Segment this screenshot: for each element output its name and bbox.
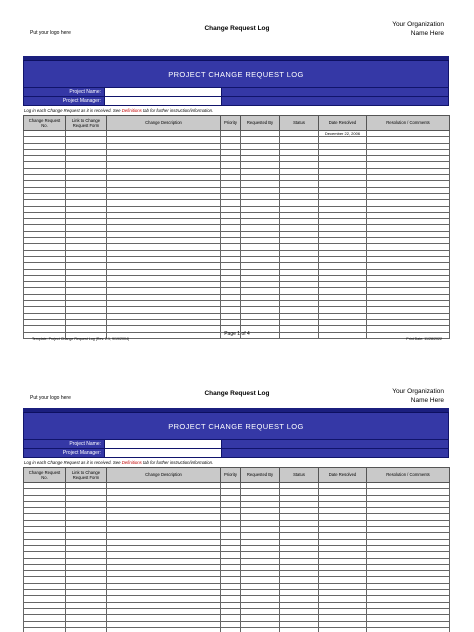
col-header-link: Link to Change Request Form <box>66 468 107 483</box>
sheet-banner: PROJECT CHANGE REQUEST LOG <box>23 413 449 440</box>
table-cell[interactable] <box>319 627 367 632</box>
organization-line-1: Your Organization <box>392 21 444 28</box>
definitions-link[interactable]: Definitions <box>121 460 142 465</box>
project-manager-field[interactable] <box>104 449 222 457</box>
definitions-link[interactable]: Definitions <box>121 108 142 113</box>
table-cell[interactable] <box>107 627 221 632</box>
project-name-field[interactable] <box>104 88 222 96</box>
change-log-table <box>23 467 450 632</box>
col-header-description: Change Description <box>107 116 221 131</box>
organization-line-2: Name Here <box>410 396 444 404</box>
log-instructions: Log in each Change Request as it is received. See Definitions tab for further instruction/information. <box>24 108 214 113</box>
logo-placeholder: Put your logo here <box>30 395 71 401</box>
table-header-row <box>24 116 450 131</box>
col-header-link: Link to Change Request Form <box>66 116 107 131</box>
col-header-resolution: Resolution / Comments <box>367 468 450 483</box>
col-header-resolution: Resolution / Comments <box>367 116 450 131</box>
change-request-sheet <box>23 56 449 339</box>
table-row <box>24 627 450 632</box>
col-header-requested-by: Requested By <box>241 468 280 483</box>
organization-name <box>392 21 444 39</box>
col-header-request-no: Change Request No. <box>24 116 66 131</box>
log-instructions: Log in each Change Request as it is received. See Definitions tab for further instruction/information. <box>24 460 214 465</box>
project-name-label: Project Name: <box>69 441 101 447</box>
table-cell[interactable] <box>367 627 450 632</box>
organization-line-1: Your Organization <box>392 388 444 395</box>
col-header-date-resolved: Date Resolved <box>319 116 367 131</box>
project-manager-field[interactable] <box>104 97 222 105</box>
table-cell[interactable] <box>241 627 280 632</box>
table-cell[interactable] <box>221 627 241 632</box>
table-cell[interactable] <box>280 627 319 632</box>
col-header-status: Status <box>280 116 319 131</box>
col-header-requested-by: Requested By <box>241 116 280 131</box>
project-name-field[interactable] <box>104 440 222 448</box>
logo-placeholder: Put your logo here <box>30 30 71 36</box>
col-header-date-resolved: Date Resolved <box>319 468 367 483</box>
organization-line-2: Name Here <box>410 29 444 37</box>
project-manager-label: Project Manager: <box>62 98 101 104</box>
col-header-request-no: Change Request No. <box>24 468 66 483</box>
document-page-2 <box>0 378 474 632</box>
col-header-status: Status <box>280 468 319 483</box>
project-name-row <box>23 440 449 449</box>
project-manager-row <box>23 449 449 458</box>
page-number: Page 1 of 4 <box>224 331 250 337</box>
col-header-priority: Priority <box>221 468 241 483</box>
sheet-banner: PROJECT CHANGE REQUEST LOG <box>23 61 449 88</box>
table-header-row <box>24 468 450 483</box>
change-request-sheet <box>23 408 449 632</box>
document-title: Change Request Log <box>204 390 270 397</box>
template-info: Template: Project Change Request Log (Rev. 2.1, 9/19/2004) <box>32 337 130 341</box>
table-cell[interactable] <box>24 627 66 632</box>
print-date: Print Date: 11/28/2022 <box>406 337 442 341</box>
project-manager-label: Project Manager: <box>62 450 101 456</box>
col-header-priority: Priority <box>221 116 241 131</box>
table-cell[interactable] <box>66 627 107 632</box>
project-manager-row <box>23 97 449 106</box>
project-name-row <box>23 88 449 97</box>
col-header-description: Change Description <box>107 468 221 483</box>
project-name-label: Project Name: <box>69 89 101 95</box>
document-title: Change Request Log <box>204 25 270 32</box>
organization-name <box>392 388 444 406</box>
change-log-table <box>23 115 450 339</box>
date-resolved-cell[interactable]: December 22, 2006 <box>319 131 367 137</box>
